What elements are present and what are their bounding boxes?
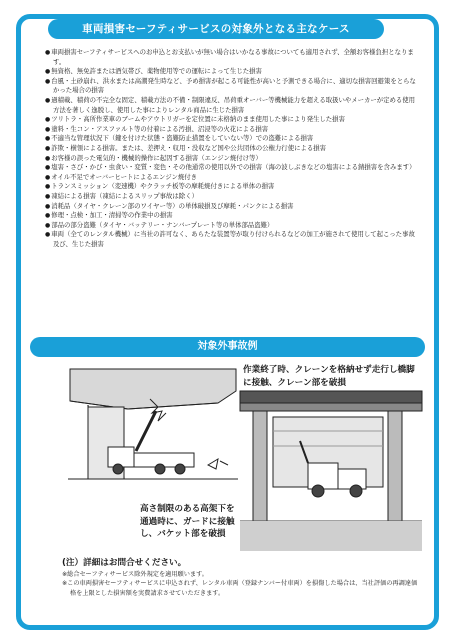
- case-item: ● オイル不足でオーバーヒートによるエンジン焼付き: [45, 173, 420, 183]
- case-item: ● トランスミッション（変速機）やクラッチ板等の摩耗焼付きによる単体の損害: [45, 182, 420, 192]
- case-item: ● 凍結による損害（凍結によるスリップ事故は除く）: [45, 192, 420, 202]
- case-item: ● 塩害・さび・かび・虫食い・変質・変色・その他通常の使用以外での損害（海の波しぶきなどの塩害による錆損害を含みます）: [45, 163, 420, 173]
- note-item: ※総合セーフティサービス除外規定を適用願います。: [62, 571, 208, 578]
- example-caption-crane: 作業終了時、クレーンを格納せず走行し橋脚に接触、クレーン部を破損: [243, 364, 421, 389]
- accident-illustration: [68, 361, 424, 551]
- exclusion-case-list: [45, 48, 420, 249]
- case-item: ● 車両（全てのレンタル機械）に当社の許可なく、あらたな装置等が取り付けられるなどの加工が施されて使用して起こった事故及び、生じた損害: [45, 230, 420, 249]
- case-item: ● 修理・点検・加工・清掃等の作業中の損害: [45, 211, 420, 221]
- case-item: ● 部品の部分盗難（タイヤ・バッテリー・ナンバープレート等の単体部品盗難）: [45, 221, 420, 231]
- case-item: ● 台風・土砂崩れ、洪水または高潮発生時など、予め損害が起こる可能性が高いと予測できる場合に、適切な損害回避策をとらなかった場合の損害: [45, 77, 420, 96]
- example-caption-overpass: 高さ制限のある高架下を通過時に、ガードに接触し、バケット部を破損: [140, 504, 235, 539]
- case-item: ● 過積載、積荷の不完全な固定、積載方法の不備・制限違反、吊荷重オーバー等機械能力を超える取扱いやメーカーが定める使用方法を著しく逸脱し、使用した事によりレンタル商品に生じた損害: [45, 96, 420, 115]
- overpass-forklift-scene: [240, 391, 422, 551]
- case-item: ● お客様の誤った電気的・機械的操作に起因する損害（エンジン焼付け等）: [45, 154, 420, 164]
- case-item: ● 塗料・生コン・アスファルト等の付着による汚損、沼浸等の火花による損害: [45, 125, 420, 135]
- examples-title: 対象外事故例: [30, 337, 425, 357]
- bridge-crane-scene: [68, 369, 238, 479]
- case-item: ● 消耗品（タイヤ・クレーン部のワイヤー等）の単体破損及び摩耗・パンクによる損害: [45, 202, 420, 212]
- case-item: ● 詐欺・横領による損害。または、差押え・収用・没収など国や公共団体の公権力行使による損害: [45, 144, 420, 154]
- case-item: ● ツリトラ・高所作業車のブームやアウトリガーを定位置に未格納のまま使用した事により発生した損害: [45, 115, 420, 125]
- case-item: ● 不適当な管理状況下（鍵を付けた状態・盗難防止措置をしていない等）での盗難による損害: [45, 134, 420, 144]
- note-item: ※この車両損害セーフティサービスに申込されず、レンタル車両（登録ナンバー付車両）を損傷した場合は、当社評価の再調達価格を上限とした損害額を実費請求させていただきます。: [62, 580, 418, 597]
- notes-heading: (注）詳細はお問合せください。: [62, 558, 187, 568]
- case-item: ● 車両損害セーフティサービスへのお申込とお支払いが無い場合はいかなる事故についても適用されず、全額お客様負担となります。: [45, 48, 420, 67]
- section-title: 車両損害セーフティサービスの対象外となる主なケース: [48, 19, 384, 39]
- notes: [62, 557, 422, 598]
- case-item: ● 無資格、無免許または酒気帯び、薬物使用等での運転によって生じた損害: [45, 67, 420, 77]
